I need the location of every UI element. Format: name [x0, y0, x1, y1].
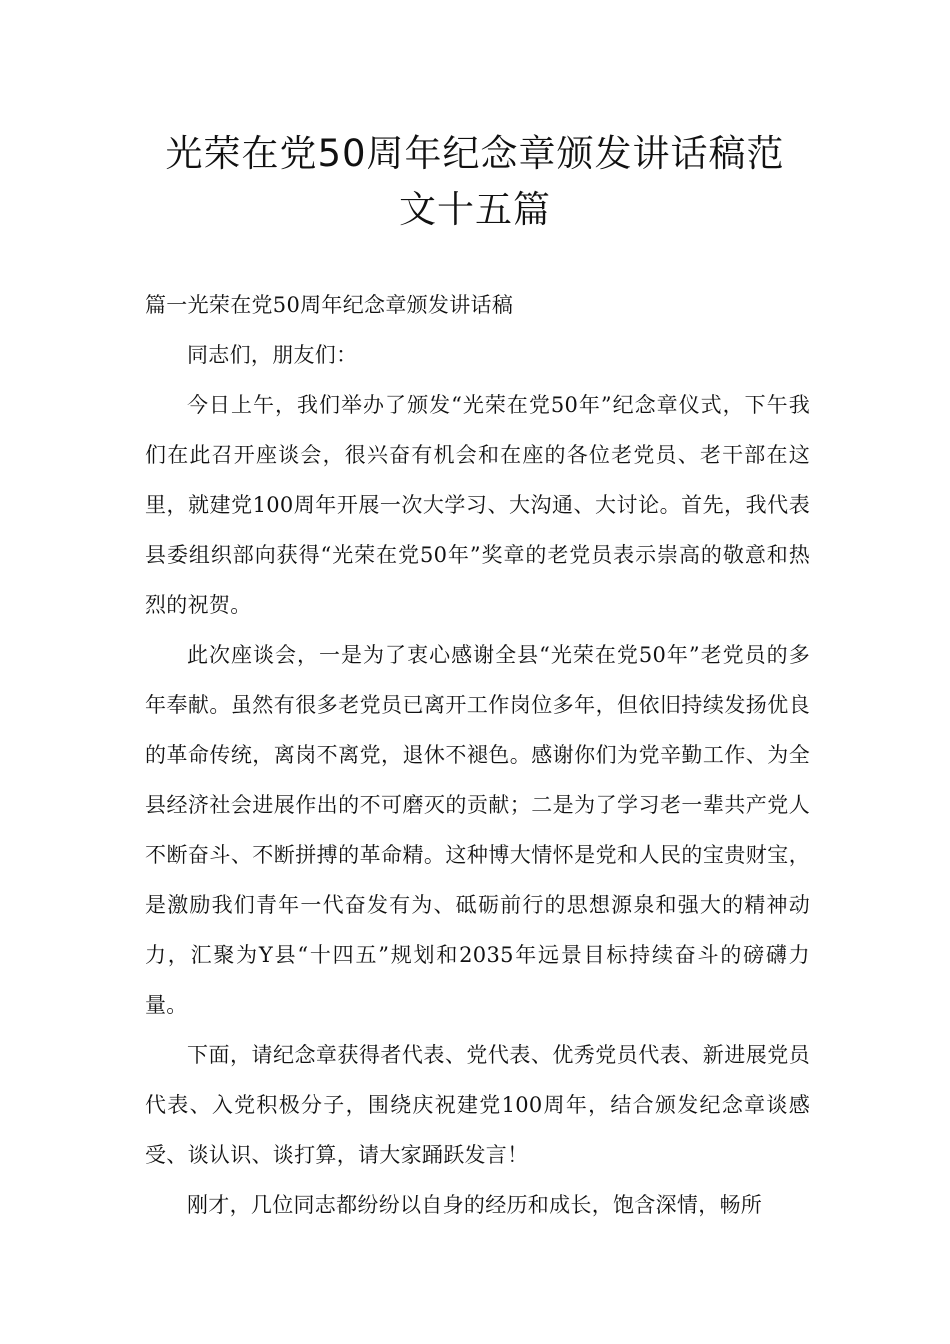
title-line-1: 光荣在党50周年纪念章颁发讲话稿范: [165, 132, 785, 175]
section-heading: 篇一光荣在党50周年纪念章颁发讲话稿: [145, 293, 514, 317]
document-title: [120, 126, 830, 238]
document-body: [145, 280, 810, 1230]
paragraph: 下面，请纪念章获得者代表、党代表、优秀党员代表、新进展党员代表、入党积极分子，围绕庆祝建党100周年，结合颁发纪念章谈感受、谈认识、谈打算，请大家踊跃发言！: [145, 1043, 810, 1167]
paragraph: 今日上午，我们举办了颁发“光荣在党50年”纪念章仪式，下午我们在此召开座谈会，很兴奋有机会和在座的各位老党员、老干部在这里，就建党100周年开展一次大学习、大沟通、大讨论。首先，我代表县委组织部向获得“光荣在党50年”奖章的老党员表示崇高的敬意和热烈的祝贺。: [145, 393, 810, 617]
title-line-2: 文十五篇: [399, 188, 551, 231]
paragraph: 刚才，几位同志都纷纷以自身的经历和成长，饱含深情，畅所: [187, 1193, 763, 1217]
paragraph-salutation: 同志们，朋友们：: [187, 343, 358, 367]
paragraph: 此次座谈会，一是为了衷心感谢全县“光荣在党50年”老党员的多年奉献。虽然有很多老党员已离开工作岗位多年，但依旧持续发扬优良的革命传统，离岗不离党，退休不褪色。感谢你们为党辛勤工作、为全县经济社会进展作出的不可磨灭的贡献；二是为了学习老一辈共产党人不断奋斗、不断拼搏的革命精。这种博大情怀是党和人民的宝贵财宝，是激励我们青年一代奋发有为、砥砺前行的思想源泉和强大的精神动力，汇聚为Y县“十四五”规划和2035年远景目标持续奋斗的磅礴力量。: [145, 643, 810, 1017]
